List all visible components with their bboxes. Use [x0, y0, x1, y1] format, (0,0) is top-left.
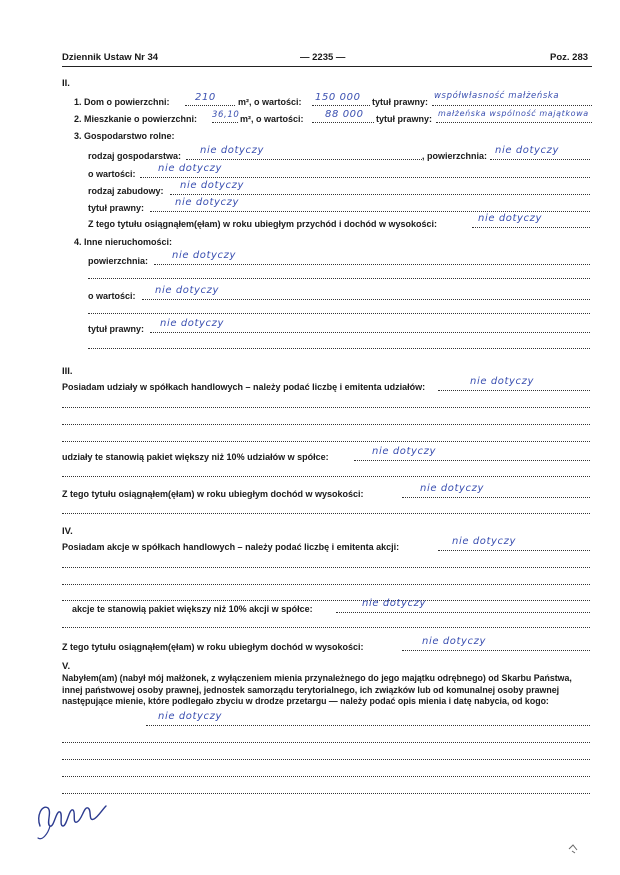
- shares-line: [438, 390, 590, 391]
- section-5-text: Nabyłem(am) (nabył mój małżonek, z wyłączeniem mienia przynależnego do jego majątku odrębnego) od Skarbu Państwa, innej państwowej osoby prawnej, jednostek samorządu terytorialnego, ich związków lub od komunalnej osoby prawnej następujące mienie, które podlegało zbyciu w drodze przetargu — należy podać opis mienia i datę nabycia, od kogo:: [62, 673, 572, 707]
- flat-value-line: [312, 122, 374, 123]
- stock-value: nie dotyczy: [452, 536, 517, 547]
- shares-line-2: [62, 407, 590, 408]
- journal-title: Dziennik Ustaw Nr 34: [62, 52, 159, 63]
- flat-title-value: małżeńska wspólność majątkowa: [438, 109, 589, 118]
- stock-line-2: [62, 567, 590, 568]
- stock-income-label: Z tego tytułu osiągnąłem(ęłam) w roku ubiegłym dochód w wysokości:: [62, 642, 364, 652]
- shares-label: Posiadam udziały w spółkach handlowych – należy podać liczbę i emitenta udziałów:: [62, 382, 426, 392]
- acquisition-line-2: [62, 742, 590, 743]
- other-area-value: nie dotyczy: [172, 250, 237, 261]
- farm-title-line: [150, 211, 590, 212]
- farm-area-label: , powierzchnia:: [422, 151, 488, 161]
- farm-build-label: rodzaj zabudowy:: [88, 186, 164, 196]
- other-area-line-2: [88, 278, 590, 279]
- house-title-value: współwłasność małżeńska: [434, 91, 560, 101]
- section-2-heading: II.: [62, 78, 70, 89]
- house-title-line: [432, 105, 592, 106]
- shares-income-value: nie dotyczy: [420, 483, 485, 494]
- stock-line: [438, 550, 590, 551]
- house-area-value: 210: [195, 92, 216, 103]
- header-rule: [62, 66, 592, 67]
- shares-income-line-2: [62, 513, 590, 514]
- other-title-line-2: [88, 348, 590, 349]
- stock-income-line: [402, 650, 590, 651]
- acquisition-line-4: [62, 776, 590, 777]
- farm-title-label: tytuł prawny:: [88, 203, 145, 213]
- shares-pakiet-line: [354, 460, 590, 461]
- farm-income-line: [472, 227, 590, 228]
- other-area-label: powierzchnia:: [88, 256, 149, 266]
- acquisition-value: nie dotyczy: [158, 711, 223, 722]
- position-number: Poz. 283: [550, 52, 589, 63]
- other-value-value: nie dotyczy: [155, 285, 220, 296]
- other-title-label: tytuł prawny:: [88, 324, 145, 334]
- house-area-line: [185, 105, 235, 106]
- stock-line-4: [62, 600, 590, 601]
- flat-title-line: [436, 122, 592, 123]
- farm-build-value: nie dotyczy: [180, 180, 245, 191]
- shares-pakiet-value: nie dotyczy: [372, 446, 437, 457]
- farm-income-value: nie dotyczy: [478, 213, 543, 224]
- farm-value-value: nie dotyczy: [158, 163, 223, 174]
- section-3-heading: III.: [62, 366, 73, 377]
- farm-build-line: [170, 194, 590, 195]
- flat-value: 88 000: [325, 109, 364, 120]
- stock-pakiet-label: akcje te stanowią pakiet większy niż 10% akcji w spółce:: [72, 604, 313, 614]
- stock-pakiet-line-2: [62, 627, 590, 628]
- farm-area-value: nie dotyczy: [495, 145, 560, 156]
- farm-type-label: rodzaj gospodarstwa:: [88, 151, 182, 161]
- flat-unit-label: m², o wartości:: [240, 114, 304, 124]
- house-label: 1. Dom o powierzchni:: [74, 97, 170, 107]
- section-5-heading: V.: [62, 661, 71, 672]
- shares-income-label: Z tego tytułu osiągnąłem(ęłam) w roku ubiegłym dochód w wysokości:: [62, 489, 364, 499]
- other-label: 4. Inne nieruchomości:: [74, 237, 173, 247]
- acquisition-line: [146, 725, 590, 726]
- section-4-heading: IV.: [62, 526, 73, 537]
- house-title-label: tytuł prawny:: [372, 97, 429, 107]
- farm-value-label: o wartości:: [88, 169, 136, 179]
- stock-label: Posiadam akcje w spółkach handlowych – należy podać liczbę i emitenta akcji:: [62, 542, 400, 552]
- shares-line-3: [62, 424, 590, 425]
- stock-pakiet-line: [336, 612, 590, 613]
- signature-image: [32, 786, 112, 846]
- shares-line-4: [62, 441, 590, 442]
- shares-income-line: [402, 497, 590, 498]
- farm-area-line: [490, 159, 590, 160]
- house-unit-label: m², o wartości:: [238, 97, 302, 107]
- shares-value: nie dotyczy: [470, 376, 535, 387]
- other-value-line: [142, 299, 590, 300]
- flat-label: 2. Mieszkanie o powierzchni:: [74, 114, 198, 124]
- farm-label: 3. Gospodarstwo rolne:: [74, 131, 175, 141]
- farm-value-line: [140, 177, 590, 178]
- page-number: — 2235 —: [300, 52, 346, 63]
- shares-pakiet-label: udziały te stanowią pakiet większy niż 10% udziałów w spółce:: [62, 452, 329, 462]
- scan-mark-icon: [566, 842, 580, 856]
- stock-pakiet-value: nie dotyczy: [362, 598, 427, 609]
- other-title-value: nie dotyczy: [160, 318, 225, 329]
- farm-income-label: Z tego tytułu osiągnąłem(ęłam) w roku ubiegłym przychód i dochód w wysokości:: [88, 219, 438, 229]
- farm-type-line: [186, 159, 422, 160]
- acquisition-line-5: [62, 793, 590, 794]
- stock-income-value: nie dotyczy: [422, 636, 487, 647]
- other-area-line: [154, 264, 590, 265]
- flat-area-value: 36,10: [212, 110, 240, 120]
- shares-pakiet-line-2: [62, 476, 590, 477]
- flat-area-line: [212, 122, 238, 123]
- other-title-line: [150, 332, 590, 333]
- other-value-line-2: [88, 313, 590, 314]
- house-value-line: [312, 105, 370, 106]
- flat-title-label: tytuł prawny:: [376, 114, 433, 124]
- other-value-label: o wartości:: [88, 291, 136, 301]
- farm-type-value: nie dotyczy: [200, 145, 265, 156]
- acquisition-line-3: [62, 759, 590, 760]
- stock-line-3: [62, 584, 590, 585]
- farm-title-value: nie dotyczy: [175, 197, 240, 208]
- house-value: 150 000: [315, 92, 361, 103]
